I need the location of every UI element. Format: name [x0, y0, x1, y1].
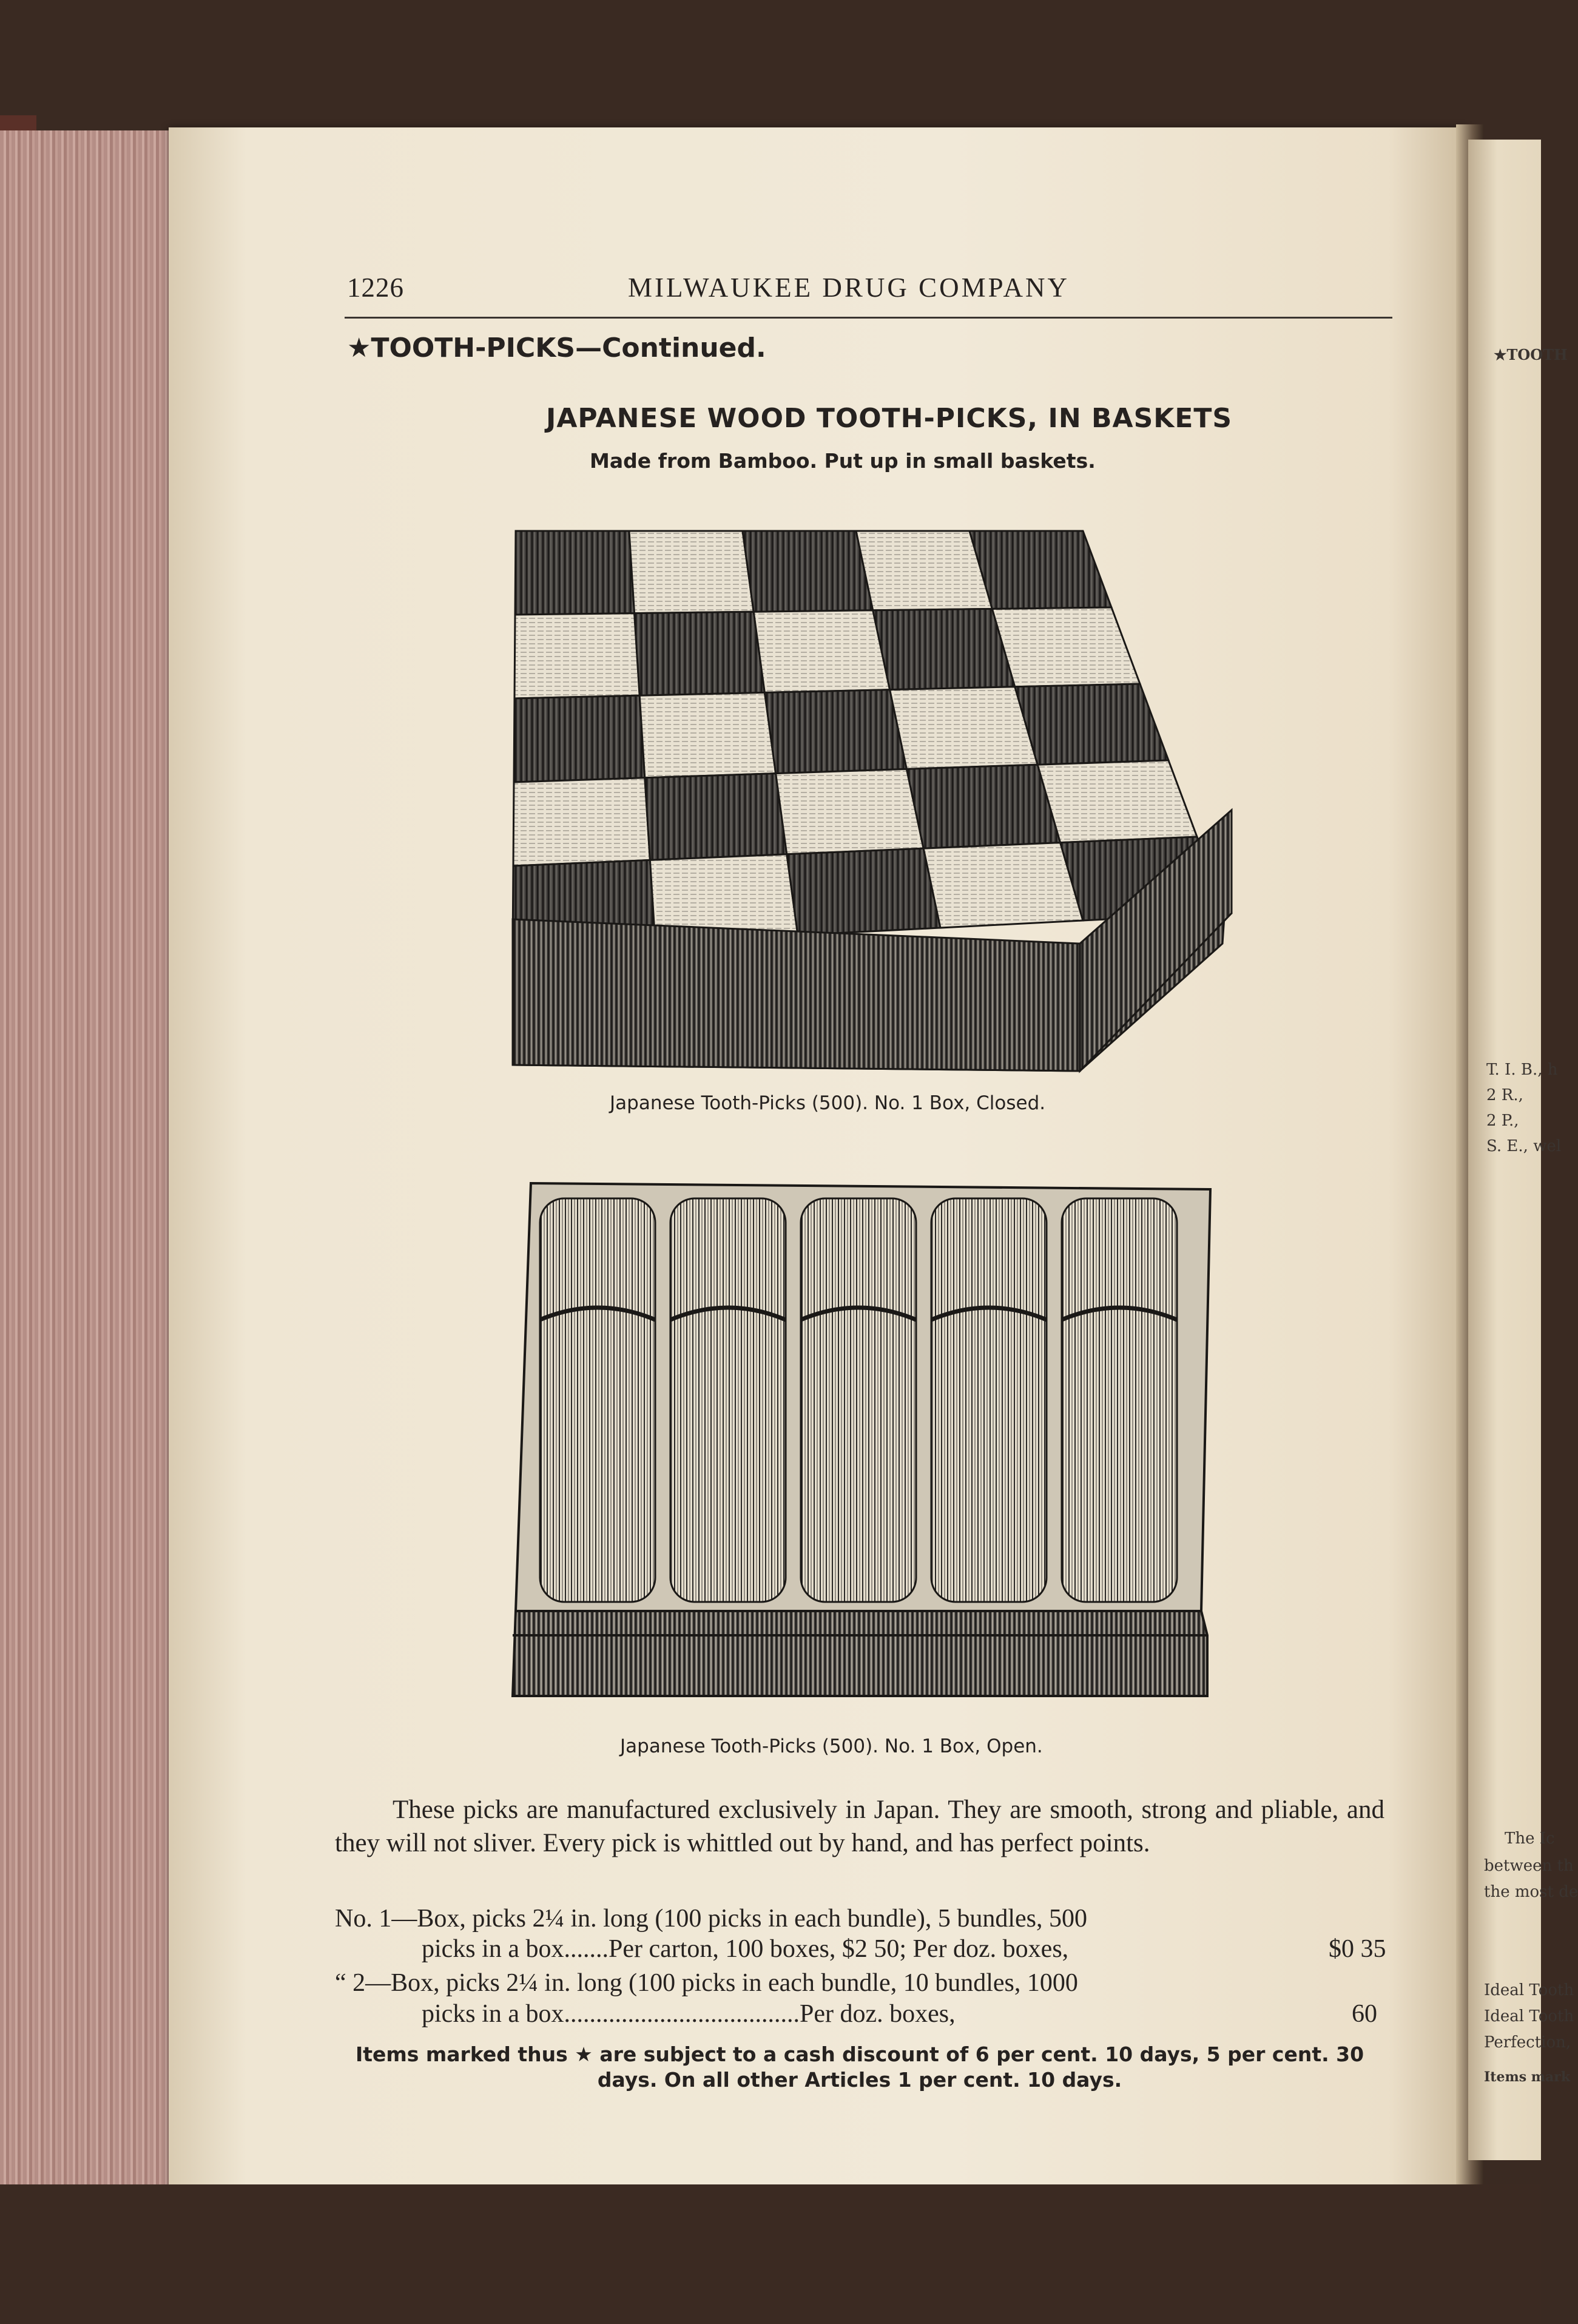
adjacent-fragment: T. I. B., h	[1486, 1061, 1558, 1079]
background-band	[0, 2184, 1541, 2324]
product-title: JAPANESE WOOD TOOTH-PICKS, IN BASKETS	[546, 403, 1233, 434]
figure-caption-closed: Japanese Tooth-Picks (500). No. 1 Box, Closed.	[610, 1092, 1046, 1114]
price-line-no2-cont: picks in a box.....................................Per doz. boxes,	[422, 2000, 956, 2028]
adjacent-fragment: Items mark	[1484, 2069, 1571, 2085]
adjacent-fragment: the most de	[1484, 1883, 1578, 1901]
weave-square	[635, 612, 765, 695]
page-edges	[0, 130, 177, 2187]
toothpick-bundle	[670, 1198, 786, 1602]
adjacent-fragment: ★TOOTH	[1494, 346, 1568, 363]
running-title: MILWAUKEE DRUG COMPANY	[628, 272, 1070, 303]
adjacent-fragment: The Ic	[1505, 1829, 1555, 1848]
toothpick-bundles	[540, 1198, 1177, 1602]
adjacent-fragment: Perfection,	[1484, 2033, 1571, 2052]
adjacent-fragment: Ideal Tooth	[1484, 2007, 1574, 2025]
discount-footnote: Items marked thus ★ are subject to a cash discount of 6 per cent. 10 days, 5 per cent. 30 days. On all other Articles 1 per cent. 10 days.	[355, 2042, 1364, 2092]
price-no1: $0 35	[1329, 1935, 1386, 1963]
weave-square	[969, 531, 1111, 609]
weave-square	[743, 531, 873, 612]
weave-square	[514, 695, 645, 782]
header-rule	[345, 317, 1392, 319]
closed-basket-illustration	[504, 519, 1250, 1077]
weave-square	[890, 687, 1038, 769]
toothpick-bundle	[931, 1198, 1047, 1602]
adjacent-fragment: 2 R.,	[1486, 1086, 1523, 1104]
price-line-no1: No. 1—Box, picks 2¼ in. long (100 picks in each bundle), 5 bundles, 500	[335, 1905, 1088, 1933]
adjacent-fragment: Ideal Tooth	[1484, 1981, 1574, 1999]
weave-square	[873, 609, 1015, 689]
price-line-no1-cont: picks in a box.......Per carton, 100 boxes, $2 50; Per doz. boxes,	[422, 1935, 1069, 1963]
section-heading: ★TOOTH-PICKS—Continued.	[347, 333, 766, 363]
weave-square	[513, 778, 650, 866]
woven-checker-lid	[513, 531, 1226, 950]
page-number: 1226	[347, 272, 404, 303]
product-subtitle: Made from Bamboo. Put up in small baskets.	[590, 449, 1096, 473]
weave-square	[645, 774, 787, 860]
catalog-page	[169, 127, 1467, 2197]
weave-square	[515, 531, 635, 615]
weave-square	[1037, 760, 1197, 843]
weave-square	[992, 607, 1140, 687]
toothpick-bundle	[1062, 1198, 1177, 1602]
open-basket-illustration	[504, 1174, 1219, 1708]
weave-square	[787, 848, 940, 935]
adjacent-fragment: between th	[1484, 1857, 1574, 1875]
weave-square	[776, 769, 924, 854]
weave-square	[639, 692, 775, 777]
weave-square	[764, 690, 906, 774]
weave-square	[1015, 684, 1168, 765]
price-no2: 60	[1352, 2000, 1377, 2028]
weave-square	[514, 613, 639, 698]
weave-square	[754, 610, 889, 693]
figure-caption-open: Japanese Tooth-Picks (500). No. 1 Box, Open.	[620, 1735, 1043, 1757]
weave-square	[856, 531, 992, 610]
weave-square	[906, 765, 1060, 848]
adjacent-fragment: S. E., wel	[1486, 1137, 1562, 1155]
weave-square	[629, 531, 754, 613]
price-line-no2: “ 2—Box, picks 2¼ in. long (100 picks in each bundle, 10 bundles, 1000	[335, 1969, 1078, 1997]
description-paragraph: These picks are manufactured exclusively in Japan. They are smooth, strong and pliable, and they will not sliver. Every pick is whittled out by hand, and has perfect points.	[335, 1795, 1384, 1857]
weave-square	[923, 843, 1083, 928]
adjacent-fragment: 2 P.,	[1486, 1112, 1519, 1130]
toothpick-bundle	[801, 1198, 916, 1602]
toothpick-bundle	[540, 1198, 655, 1602]
